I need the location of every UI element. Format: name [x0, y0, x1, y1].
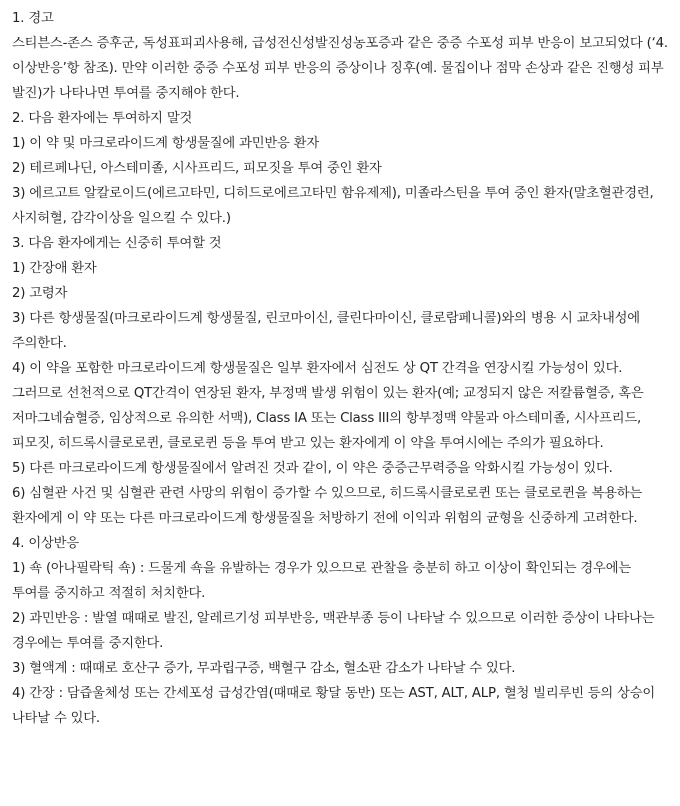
document-paragraph: 2) 고령자 [12, 286, 68, 301]
document-paragraph: 4) 이 약을 포함한 마크로라이드계 항생물질은 일부 환자에서 심전도 상 QT 간격을 연장시킬 가능성이 있다. 그러므로 선천적으로 QT간격이 연장된 환자, 부정맥 발생 위험이 있는 환자(예; 교정되지 않은 저칼륨혈증, 혹은 저마그네슘혈증, 임상적으로 유의한 서맥), Class IA 또는 Class III의 항부정맥 약물과 아스테미졸, 시사프리드, 피모짓, 히드록시클로로퀸, 클로로퀸 등을 투여 받고 있는 환자에게 이 약을 투여시에는 주의가 필요하다. [12, 361, 644, 451]
document-paragraph: 스티븐스-존스 증후군, 독성표피괴사용해, 급성전신성발진성농포증과 같은 중증 수포성 피부 반응이 보고되었다 (‘4. 이상반응’항 참조). 만약 이러한 중증 수포성 피부 반응의 증상이나 징후(예. 물집이나 점막 손상과 같은 진행성 피부 발진)가 나타나면 투여를 중지해야 한다. [12, 36, 668, 101]
document-paragraph: 1) 간장애 환자 [12, 261, 97, 276]
document-paragraph: 1. 경고 [12, 11, 54, 26]
document-paragraph: 6) 심혈관 사건 및 심혈관 관련 사망의 위험이 증가할 수 있으므로, 히드록시클로로퀸 또는 클로로퀸을 복용하는 환자에게 이 약 또는 다른 마크로라이드계 항생물질을 처방하기 전에 이익과 위험의 균형을 신중하게 고려한다. [12, 486, 643, 526]
document-paragraph: 3) 다른 항생물질(마크로라이드계 항생물질, 린코마이신, 클린다마이신, 클로람페니콜)와의 병용 시 교차내성에 주의한다. [12, 311, 640, 351]
document-paragraph: 1) 쇽 (아나필락틱 쇽) : 드물게 쇽을 유발하는 경우가 있으므로 관찰을 충분히 하고 이상이 확인되는 경우에는 투여를 중지하고 적절히 처치한다. [12, 561, 631, 601]
document-paragraph: 1) 이 약 및 마크로라이드계 항생물질에 과민반응 환자 [12, 136, 319, 151]
document-paragraph: 3. 다음 환자에게는 신중히 투여할 것 [12, 236, 222, 251]
document-paragraph: 3) 에르고트 알칼로이드(에르고타민, 디히드로에르고타민 함유제제), 미졸라스틴을 투여 중인 환자(말초혈관경련, 사지허혈, 감각이상을 일으킬 수 있다.) [12, 186, 654, 226]
document-paragraph: 3) 혈액계 : 때때로 호산구 증가, 무과립구증, 백혈구 감소, 혈소판 감소가 나타날 수 있다. [12, 661, 516, 676]
document-paragraph: 4. 이상반응 [12, 536, 79, 551]
document-paragraph: 2) 테르페나딘, 아스테미졸, 시사프리드, 피모짓을 투여 중인 환자 [12, 161, 382, 176]
document-paragraph: 5) 다른 마크로라이드계 항생물질에서 알려진 것과 같이, 이 약은 중증근무력증을 악화시킬 가능성이 있다. [12, 461, 613, 476]
document-paragraph: 2. 다음 환자에는 투여하지 말것 [12, 111, 193, 126]
document-paragraph: 2) 과민반응 : 발열 때때로 발진, 알레르기성 피부반응, 맥관부종 등이 나타날 수 있으므로 이러한 증상이 나타나는 경우에는 투여를 중지한다. [12, 611, 655, 651]
document-paragraph: 4) 간장 : 담즙울체성 또는 간세포성 급성간염(때때로 황달 동반) 또는 AST, ALT, ALP, 혈청 빌리루빈 등의 상승이 나타날 수 있다. [12, 686, 656, 726]
